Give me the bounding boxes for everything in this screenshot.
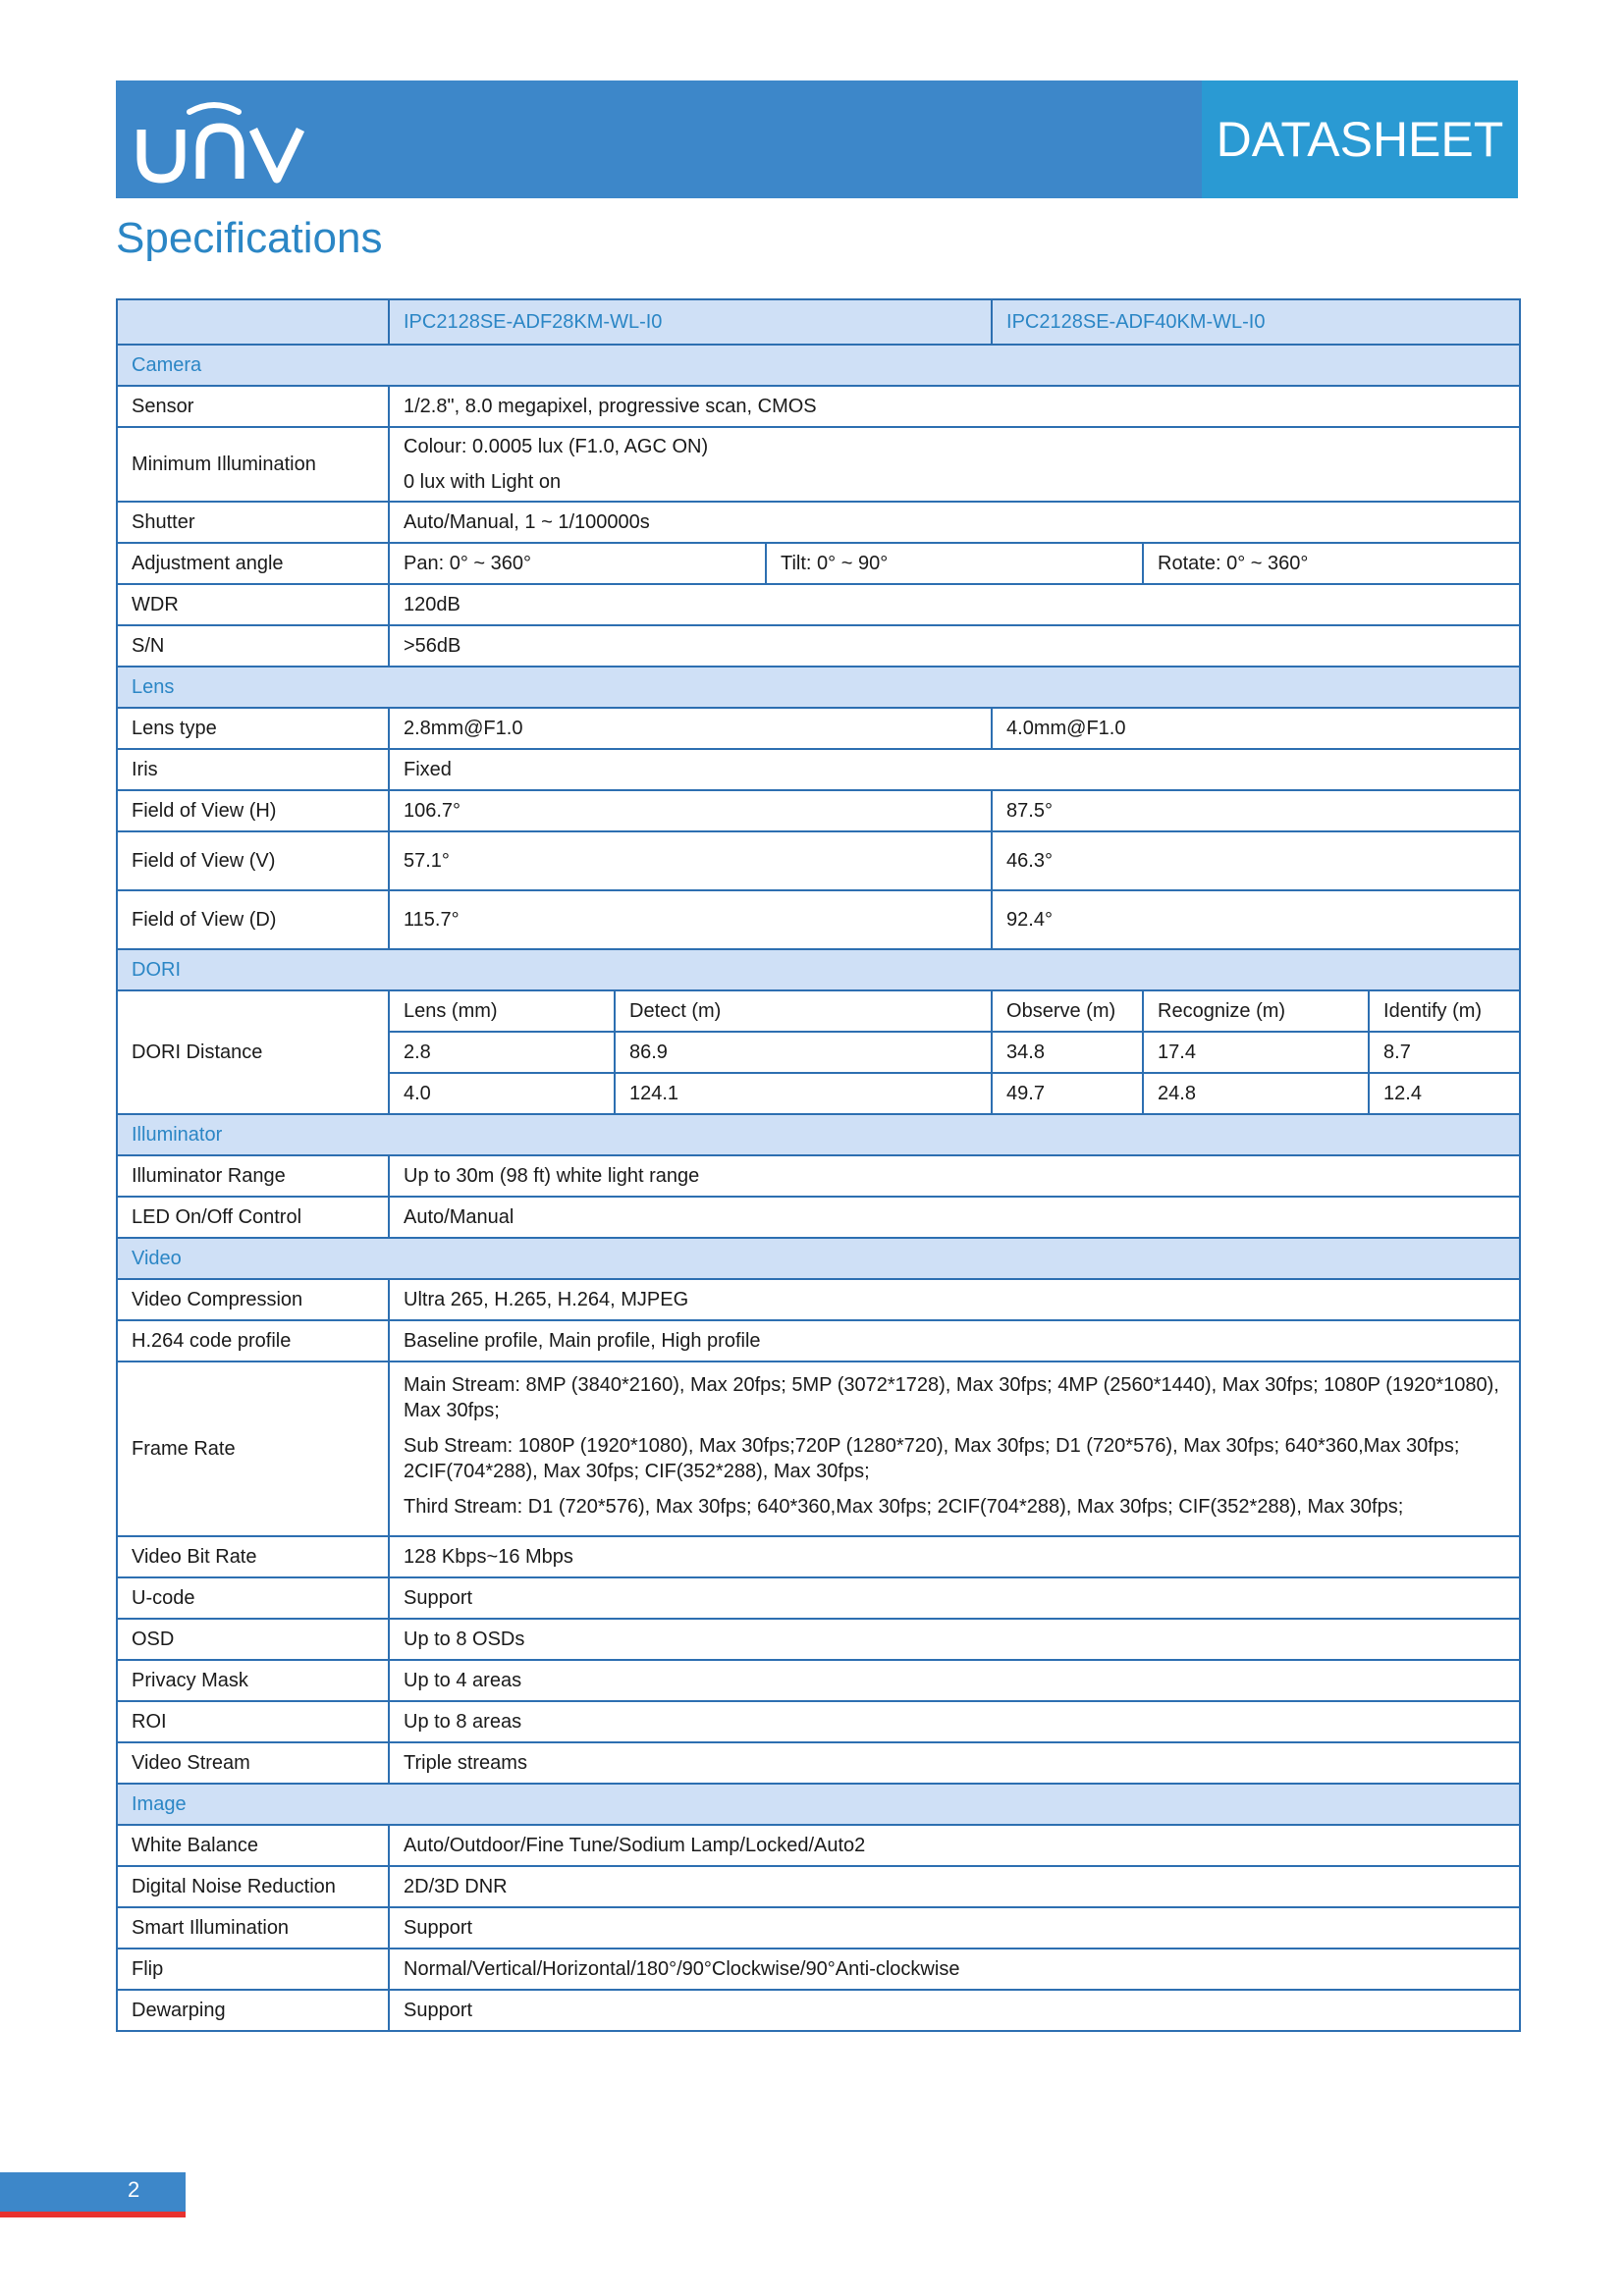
spec-label: H.264 code profile [117, 1320, 389, 1362]
unv-logo [135, 98, 312, 187]
table-row [117, 543, 1520, 584]
section-dori [117, 949, 1520, 990]
spec-label: U-code [117, 1577, 389, 1619]
model-b: IPC2128SE-ADF40KM-WL-I0 [992, 299, 1520, 345]
spec-label: OSD [117, 1619, 389, 1660]
table-row [117, 1619, 1520, 1660]
spec-label: Flip [117, 1949, 389, 1990]
spec-value: 106.7° [389, 790, 992, 831]
spec-label: S/N [117, 625, 389, 667]
spec-value: 128 Kbps~16 Mbps [389, 1536, 1520, 1577]
spec-label: White Balance [117, 1825, 389, 1866]
dori-cell: 8.7 [1369, 1032, 1520, 1073]
spec-label: Sensor [117, 386, 389, 427]
table-row [117, 1279, 1520, 1320]
spec-value: Pan: 0° ~ 360° [389, 543, 766, 584]
page-title: Specifications [116, 214, 383, 262]
dori-header: Observe (m) [992, 990, 1143, 1032]
dori-cell: 2.8 [389, 1032, 615, 1073]
spec-value: Up to 8 OSDs [389, 1619, 1520, 1660]
spec-label: Field of View (V) [117, 831, 389, 890]
section-heading: DORI [117, 949, 1520, 990]
dori-cell: 24.8 [1143, 1073, 1369, 1114]
table-row [117, 890, 1520, 949]
spec-value: 92.4° [992, 890, 1520, 949]
spec-value: 1/2.8", 8.0 megapixel, progressive scan, CMOS [389, 386, 1520, 427]
table-row [117, 1536, 1520, 1577]
table-row [117, 502, 1520, 543]
table-row [117, 386, 1520, 427]
spec-label: Field of View (D) [117, 890, 389, 949]
spec-label: Video Bit Rate [117, 1536, 389, 1577]
spec-value: >56dB [389, 625, 1520, 667]
sub-stream-rate: Sub Stream: 1080P (1920*1080), Max 30fps;720P (1280*720), Max 30fps; D1 (720*576), Max 30fps; 640*360,Max 30fps; 2CIF(704*288), Max 30fps; CIF(352*288), Max 30fps; [404, 1435, 1460, 1482]
spec-label: Dewarping [117, 1990, 389, 2031]
dori-cell: 4.0 [389, 1073, 615, 1114]
spec-value [389, 427, 1520, 502]
spec-value [389, 1362, 1520, 1536]
spec-value: Up to 8 areas [389, 1701, 1520, 1742]
spec-label: Illuminator Range [117, 1155, 389, 1197]
datasheet-tag: DATASHEET [1202, 80, 1518, 198]
spec-label: WDR [117, 584, 389, 625]
dori-header: Detect (m) [615, 990, 992, 1032]
spec-label: ROI [117, 1701, 389, 1742]
spec-value: Auto/Outdoor/Fine Tune/Sodium Lamp/Locked/Auto2 [389, 1825, 1520, 1866]
spec-value: 57.1° [389, 831, 992, 890]
section-lens [117, 667, 1520, 708]
spec-value: Up to 4 areas [389, 1660, 1520, 1701]
table-row [117, 1866, 1520, 1907]
table-row [117, 1990, 1520, 2031]
spec-value: 46.3° [992, 831, 1520, 890]
spec-value: Baseline profile, Main profile, High profile [389, 1320, 1520, 1362]
table-row [117, 708, 1520, 749]
section-heading: Camera [117, 345, 1520, 386]
spec-label: Privacy Mask [117, 1660, 389, 1701]
table-row [117, 1320, 1520, 1362]
page-number: 2 [128, 2177, 140, 2202]
spec-value: Auto/Manual, 1 ~ 1/100000s [389, 502, 1520, 543]
spec-value: Support [389, 1577, 1520, 1619]
spec-value: Auto/Manual [389, 1197, 1520, 1238]
spec-value: 4.0mm@F1.0 [992, 708, 1520, 749]
section-illuminator [117, 1114, 1520, 1155]
model-header-blank [117, 299, 389, 345]
spec-label: Smart Illumination [117, 1907, 389, 1949]
spec-value: Tilt: 0° ~ 90° [766, 543, 1143, 584]
dori-cell: 124.1 [615, 1073, 992, 1114]
dori-cell: 34.8 [992, 1032, 1143, 1073]
spec-label: Minimum Illumination [117, 427, 389, 502]
footer-accent [0, 2212, 186, 2217]
dori-header: Identify (m) [1369, 990, 1520, 1032]
section-heading: Lens [117, 667, 1520, 708]
spec-line: 0 lux with Light on [404, 471, 562, 493]
table-row [117, 749, 1520, 790]
section-heading: Image [117, 1784, 1520, 1825]
spec-label: Field of View (H) [117, 790, 389, 831]
spec-value: Support [389, 1990, 1520, 2031]
table-row [117, 1742, 1520, 1784]
table-row [117, 1362, 1520, 1536]
table-row [117, 1825, 1520, 1866]
table-row [117, 1701, 1520, 1742]
spec-line: Colour: 0.0005 lux (F1.0, AGC ON) [404, 436, 709, 457]
third-stream-rate: Third Stream: D1 (720*576), Max 30fps; 640*360,Max 30fps; 2CIF(704*288), Max 30fps; CIF(352*288), Max 30fps; [404, 1496, 1404, 1518]
spec-label: Shutter [117, 502, 389, 543]
spec-label: Iris [117, 749, 389, 790]
spec-label: Adjustment angle [117, 543, 389, 584]
table-row [117, 790, 1520, 831]
dori-header: Recognize (m) [1143, 990, 1369, 1032]
spec-label: Frame Rate [117, 1362, 389, 1536]
spec-label: Lens type [117, 708, 389, 749]
spec-value: Triple streams [389, 1742, 1520, 1784]
spec-value: Ultra 265, H.265, H.264, MJPEG [389, 1279, 1520, 1320]
spec-value: Support [389, 1907, 1520, 1949]
dori-cell: 49.7 [992, 1073, 1143, 1114]
table-row [117, 427, 1520, 502]
table-row [117, 625, 1520, 667]
table-row [117, 1907, 1520, 1949]
table-row [117, 1197, 1520, 1238]
spec-value: 2.8mm@F1.0 [389, 708, 992, 749]
dori-header-row [117, 990, 1520, 1032]
spec-value: Normal/Vertical/Horizontal/180°/90°Clockwise/90°Anti-clockwise [389, 1949, 1520, 1990]
table-row [117, 1155, 1520, 1197]
header-bar [116, 80, 1518, 198]
dori-cell: 86.9 [615, 1032, 992, 1073]
dori-header: Lens (mm) [389, 990, 615, 1032]
model-header-row [117, 299, 1520, 345]
spec-value: Fixed [389, 749, 1520, 790]
spec-label: DORI Distance [117, 990, 389, 1114]
section-camera [117, 345, 1520, 386]
dori-cell: 12.4 [1369, 1073, 1520, 1114]
spec-label: Video Compression [117, 1279, 389, 1320]
table-row [117, 1577, 1520, 1619]
spec-label: Digital Noise Reduction [117, 1866, 389, 1907]
spec-value: Rotate: 0° ~ 360° [1143, 543, 1520, 584]
main-stream-rate: Main Stream: 8MP (3840*2160), Max 20fps; 5MP (3072*1728), Max 30fps; 4MP (2560*1440), Max 30fps; 1080P (1920*1080), Max 30fps; [404, 1374, 1499, 1421]
spec-value: 2D/3D DNR [389, 1866, 1520, 1907]
spec-table [116, 298, 1521, 2032]
dori-cell: 17.4 [1143, 1032, 1369, 1073]
table-row [117, 584, 1520, 625]
spec-value: 120dB [389, 584, 1520, 625]
spec-value: Up to 30m (98 ft) white light range [389, 1155, 1520, 1197]
section-heading: Video [117, 1238, 1520, 1279]
table-row [117, 1949, 1520, 1990]
table-row [117, 831, 1520, 890]
spec-value: 87.5° [992, 790, 1520, 831]
section-video [117, 1238, 1520, 1279]
spec-value: 115.7° [389, 890, 992, 949]
section-image [117, 1784, 1520, 1825]
section-heading: Illuminator [117, 1114, 1520, 1155]
spec-label: Video Stream [117, 1742, 389, 1784]
table-row [117, 1660, 1520, 1701]
spec-label: LED On/Off Control [117, 1197, 389, 1238]
model-a: IPC2128SE-ADF28KM-WL-I0 [389, 299, 992, 345]
